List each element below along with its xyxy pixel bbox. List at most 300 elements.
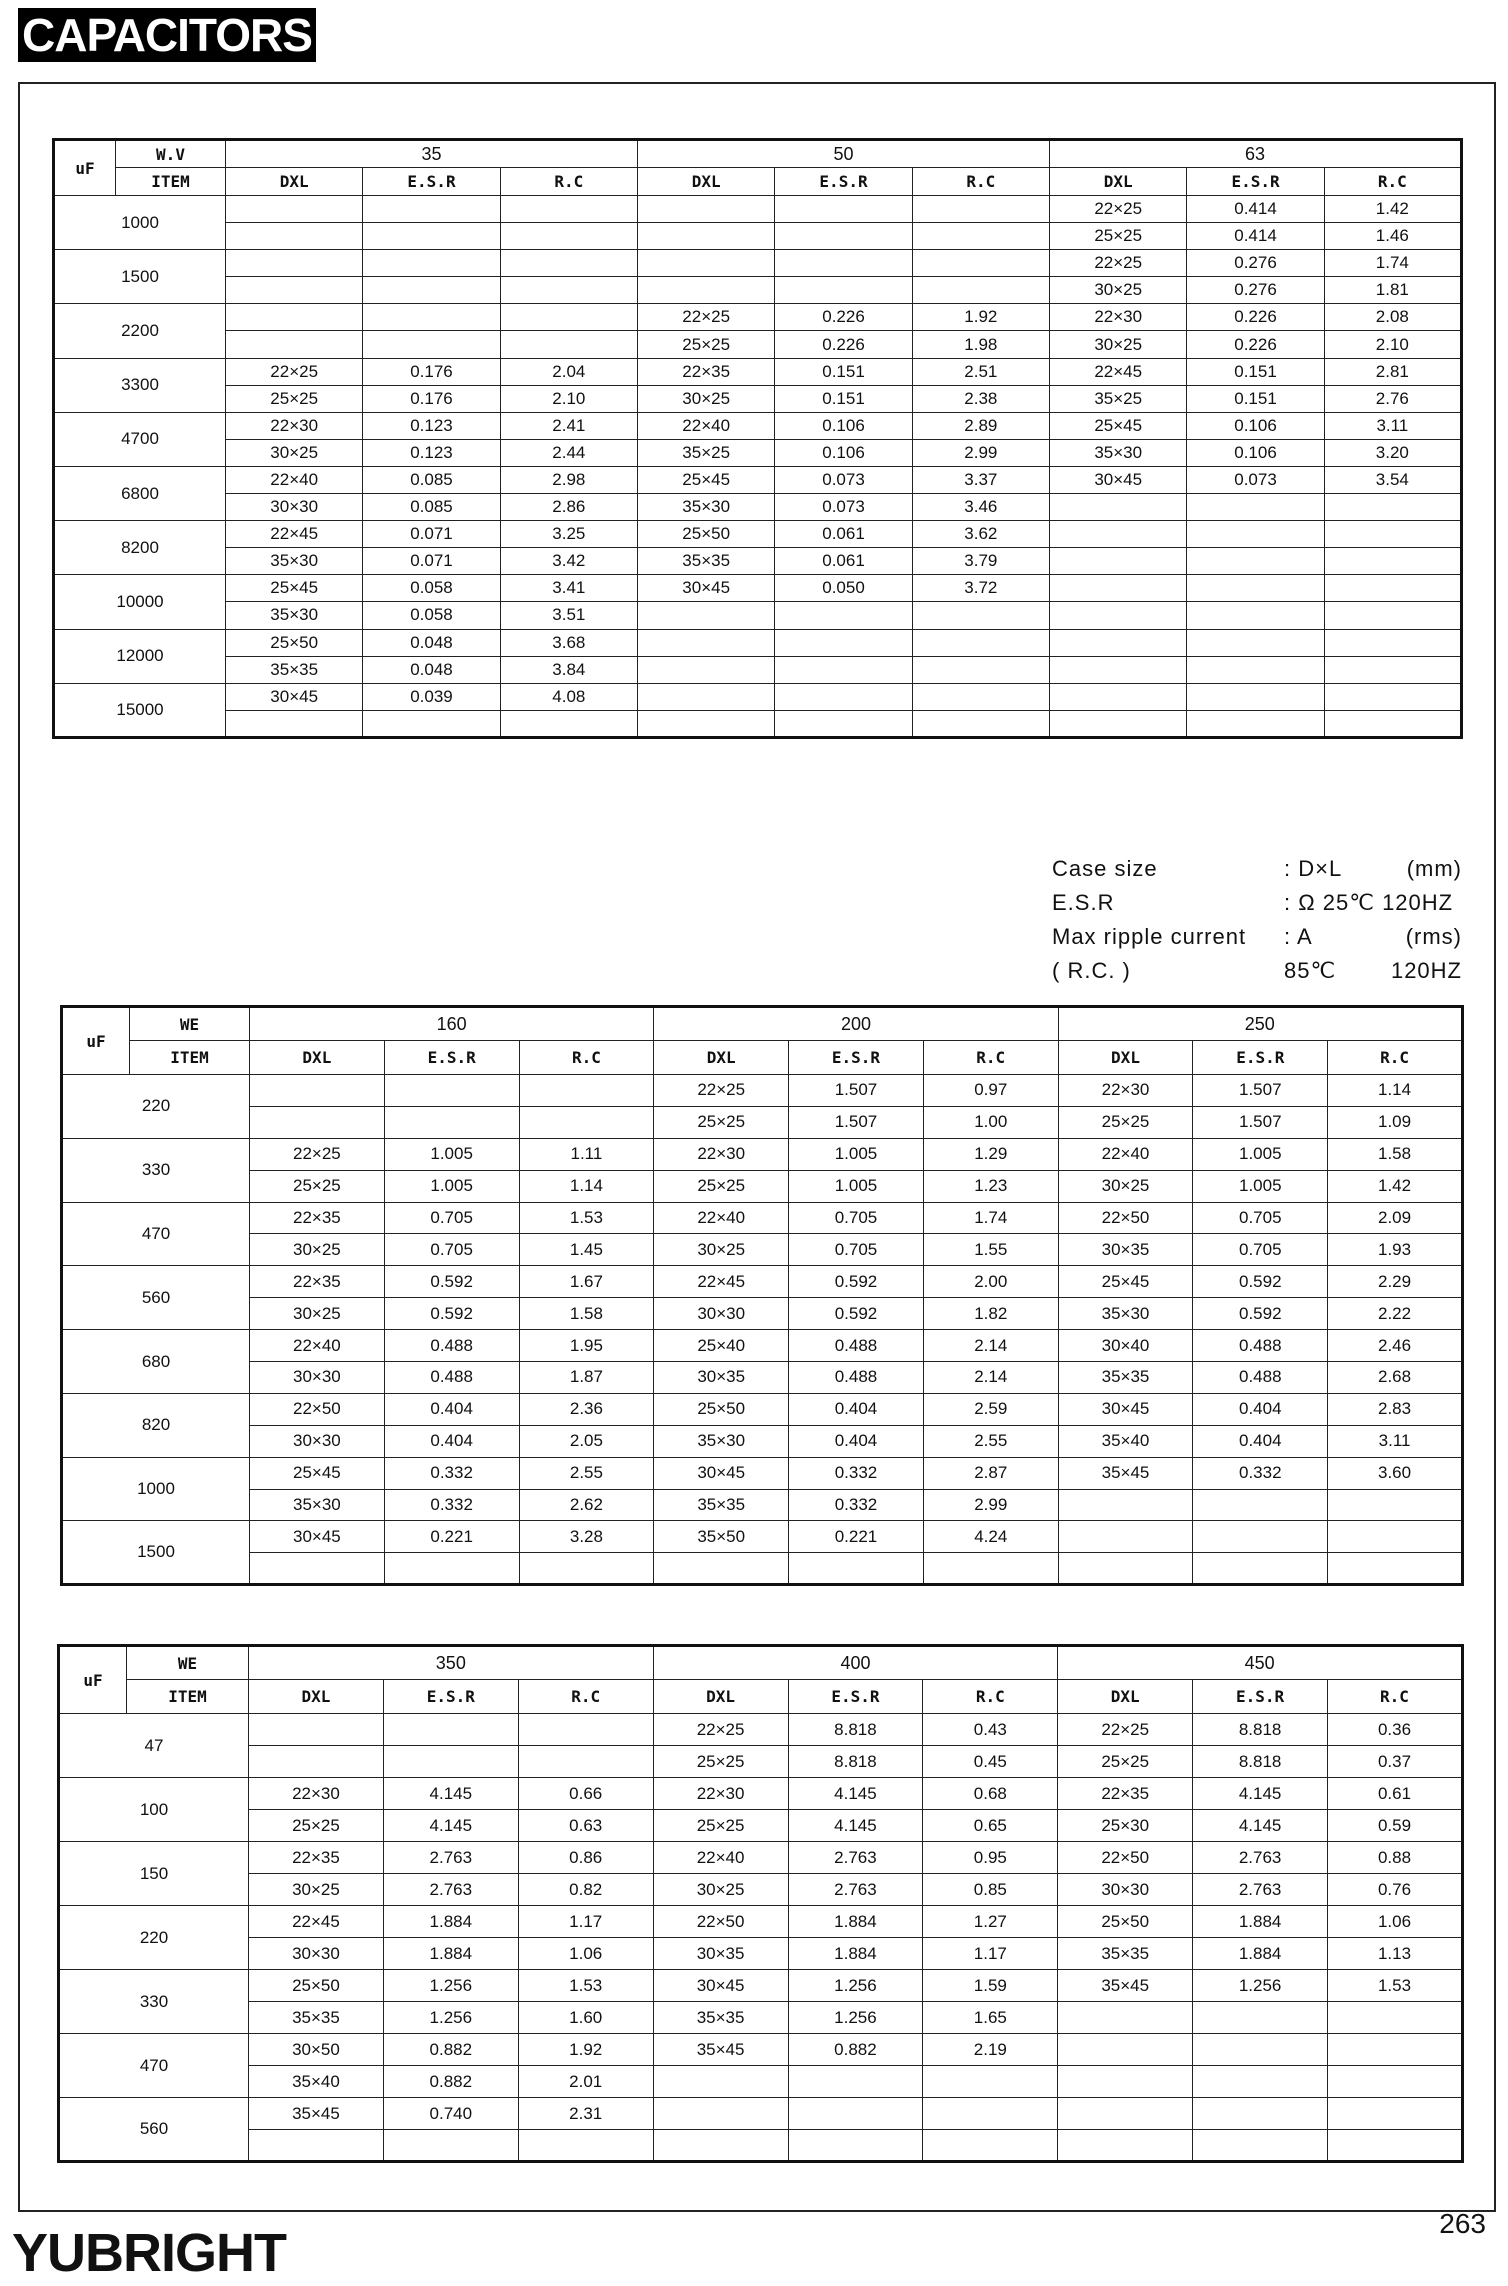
value-cell	[1050, 602, 1187, 629]
value-cell: 0.071	[363, 521, 500, 548]
capacitance-cell: 220	[59, 1906, 249, 1970]
value-cell	[638, 683, 775, 710]
capacitance-cell: 1000	[62, 1457, 250, 1521]
value-cell	[519, 1553, 654, 1585]
value-cell: 3.68	[500, 629, 637, 656]
value-cell: 25×25	[1050, 223, 1187, 250]
value-cell: 2.51	[912, 358, 1049, 385]
value-cell	[249, 1714, 384, 1746]
value-cell: 22×40	[653, 1842, 788, 1874]
uf-header: uF	[59, 1646, 127, 1714]
value-cell	[1058, 2098, 1193, 2130]
value-cell: 2.68	[1328, 1362, 1463, 1394]
value-cell: 3.46	[912, 494, 1049, 521]
value-cell: 1.46	[1324, 223, 1461, 250]
column-header: DXL	[1058, 1041, 1193, 1075]
value-cell	[1058, 2034, 1193, 2066]
value-cell	[923, 2098, 1058, 2130]
value-cell: 35×35	[1058, 1362, 1193, 1394]
value-cell: 1.17	[518, 1906, 653, 1938]
value-cell: 0.123	[363, 412, 500, 439]
value-cell: 0.740	[383, 2098, 518, 2130]
capacitance-cell: 8200	[54, 521, 226, 575]
value-cell	[1187, 521, 1324, 548]
value-cell: 1.29	[923, 1138, 1058, 1170]
value-cell: 4.145	[1193, 1778, 1328, 1810]
value-cell: 0.45	[923, 1746, 1058, 1778]
value-cell: 3.62	[912, 521, 1049, 548]
value-cell	[1058, 1553, 1193, 1585]
capacitance-cell: 150	[59, 1842, 249, 1906]
value-cell: 3.11	[1324, 412, 1461, 439]
value-cell	[912, 602, 1049, 629]
value-cell: 2.86	[500, 494, 637, 521]
value-cell: 0.37	[1328, 1746, 1463, 1778]
value-cell: 22×30	[653, 1778, 788, 1810]
value-cell: 2.59	[923, 1393, 1058, 1425]
value-cell	[1328, 1489, 1463, 1521]
value-cell	[384, 1106, 519, 1138]
value-cell: 1.507	[1193, 1106, 1328, 1138]
value-cell: 0.058	[363, 575, 500, 602]
value-cell: 30×45	[250, 1521, 385, 1553]
value-cell: 1.884	[788, 1906, 923, 1938]
value-cell: 0.705	[1193, 1202, 1328, 1234]
value-cell: 0.226	[1187, 331, 1324, 358]
value-cell	[923, 2066, 1058, 2098]
column-header: R.C	[923, 1680, 1058, 1714]
voltage-header: 50	[638, 140, 1050, 168]
value-cell: 30×30	[250, 1362, 385, 1394]
value-cell: 1.27	[923, 1906, 1058, 1938]
value-cell	[1324, 629, 1461, 656]
value-cell: 25×50	[638, 521, 775, 548]
value-cell	[363, 223, 500, 250]
value-cell: 1.005	[789, 1138, 924, 1170]
value-cell: 0.226	[775, 331, 912, 358]
table-row	[59, 1842, 1463, 1874]
value-cell	[1050, 629, 1187, 656]
value-cell: 30×25	[654, 1234, 789, 1266]
value-cell: 0.66	[518, 1778, 653, 1810]
value-cell: 0.86	[518, 1842, 653, 1874]
value-cell	[1328, 1553, 1463, 1585]
value-cell: 35×35	[654, 1489, 789, 1521]
value-cell: 0.705	[789, 1202, 924, 1234]
value-cell: 0.106	[775, 439, 912, 466]
brand-logo: YUBRIGHT	[12, 2223, 286, 2283]
value-cell: 35×45	[653, 2034, 788, 2066]
value-cell	[1193, 2002, 1328, 2034]
value-cell: 22×40	[638, 412, 775, 439]
value-cell: 30×25	[250, 1298, 385, 1330]
value-cell: 0.705	[384, 1202, 519, 1234]
value-cell	[912, 683, 1049, 710]
value-cell: 35×30	[250, 1489, 385, 1521]
value-cell: 1.884	[788, 1938, 923, 1970]
legend-unit: 120HZ	[1390, 958, 1462, 983]
value-cell	[226, 277, 363, 304]
units-legend	[1052, 852, 1462, 988]
table-row	[59, 1970, 1463, 2002]
value-cell	[1058, 2066, 1193, 2098]
value-cell: 4.24	[923, 1521, 1058, 1553]
value-cell: 0.68	[923, 1778, 1058, 1810]
value-cell: 22×45	[1050, 358, 1187, 385]
value-cell	[775, 196, 912, 223]
value-cell	[1324, 710, 1461, 737]
value-cell: 30×25	[249, 1874, 384, 1906]
table-row	[59, 1938, 1463, 1970]
value-cell: 1.67	[519, 1266, 654, 1298]
value-cell: 1.005	[384, 1170, 519, 1202]
value-cell: 35×30	[1050, 439, 1187, 466]
value-cell: 3.54	[1324, 466, 1461, 493]
value-cell: 30×25	[638, 385, 775, 412]
value-cell: 25×25	[653, 1746, 788, 1778]
value-cell: 35×45	[1058, 1457, 1193, 1489]
value-cell	[1050, 575, 1187, 602]
table-row	[54, 385, 1462, 412]
value-cell	[1328, 2098, 1463, 2130]
value-cell: 2.19	[923, 2034, 1058, 2066]
value-cell: 2.99	[923, 1489, 1058, 1521]
table-row	[54, 439, 1462, 466]
value-cell: 0.176	[363, 385, 500, 412]
value-cell: 1.13	[1328, 1938, 1463, 1970]
value-cell: 4.145	[383, 1810, 518, 1842]
table-row	[62, 1138, 1463, 1170]
item-label: ITEM	[130, 1041, 250, 1075]
value-cell: 0.76	[1328, 1874, 1463, 1906]
value-cell	[775, 683, 912, 710]
value-cell	[1187, 710, 1324, 737]
value-cell: 1.93	[1328, 1234, 1463, 1266]
value-cell: 1.55	[923, 1234, 1058, 1266]
value-cell: 25×50	[249, 1970, 384, 2002]
value-cell: 4.145	[383, 1778, 518, 1810]
value-cell	[1187, 548, 1324, 575]
value-cell	[519, 1106, 654, 1138]
value-cell: 1.87	[519, 1362, 654, 1394]
value-cell: 0.63	[518, 1810, 653, 1842]
value-cell: 22×50	[653, 1906, 788, 1938]
value-cell	[775, 602, 912, 629]
value-cell: 1.884	[1193, 1938, 1328, 1970]
value-cell: 2.44	[500, 439, 637, 466]
value-cell: 1.11	[519, 1138, 654, 1170]
value-cell: 1.06	[518, 1938, 653, 1970]
value-cell: 0.073	[1187, 466, 1324, 493]
value-cell	[518, 1746, 653, 1778]
value-cell	[363, 331, 500, 358]
value-cell: 30×45	[654, 1457, 789, 1489]
value-cell: 1.00	[923, 1106, 1058, 1138]
value-cell	[788, 2066, 923, 2098]
value-cell: 25×25	[250, 1170, 385, 1202]
value-cell: 0.276	[1187, 250, 1324, 277]
value-cell	[788, 2098, 923, 2130]
value-cell	[638, 629, 775, 656]
value-cell: 25×45	[1058, 1266, 1193, 1298]
value-cell: 25×45	[226, 575, 363, 602]
value-cell: 0.88	[1328, 1842, 1463, 1874]
value-cell	[500, 331, 637, 358]
voltage-header: 200	[654, 1007, 1058, 1041]
value-cell: 0.882	[383, 2066, 518, 2098]
value-cell: 30×35	[654, 1362, 789, 1394]
value-cell: 2.04	[500, 358, 637, 385]
value-cell: 35×40	[249, 2066, 384, 2098]
value-cell: 0.071	[363, 548, 500, 575]
item-label: ITEM	[116, 168, 226, 196]
page-title: CAPACITORS	[18, 8, 316, 62]
value-cell: 4.145	[788, 1778, 923, 1810]
value-cell	[1328, 2130, 1463, 2162]
value-cell: 0.226	[775, 304, 912, 331]
value-cell: 0.151	[1187, 358, 1324, 385]
value-cell: 0.882	[383, 2034, 518, 2066]
value-cell	[226, 250, 363, 277]
value-cell: 22×35	[250, 1202, 385, 1234]
value-cell: 0.085	[363, 466, 500, 493]
value-cell	[1058, 1521, 1193, 1553]
value-cell: 1.45	[519, 1234, 654, 1266]
value-cell: 0.332	[789, 1489, 924, 1521]
value-cell: 0.276	[1187, 277, 1324, 304]
value-cell	[226, 331, 363, 358]
value-cell	[226, 223, 363, 250]
value-cell: 0.43	[923, 1714, 1058, 1746]
value-cell: 0.226	[1187, 304, 1324, 331]
table-row	[62, 1362, 1463, 1394]
value-cell	[1050, 683, 1187, 710]
value-cell: 0.151	[775, 385, 912, 412]
value-cell: 3.42	[500, 548, 637, 575]
value-cell	[226, 196, 363, 223]
table-row	[62, 1521, 1463, 1553]
legend-value: : A	[1284, 924, 1313, 949]
page-number: 263	[1439, 2208, 1486, 2239]
value-cell: 0.048	[363, 656, 500, 683]
table-row	[59, 1714, 1463, 1746]
column-header: R.C	[1328, 1680, 1463, 1714]
column-header: E.S.R	[1187, 168, 1324, 196]
value-cell: 0.592	[789, 1266, 924, 1298]
value-cell: 1.884	[383, 1906, 518, 1938]
value-cell: 0.332	[789, 1457, 924, 1489]
value-cell: 8.818	[788, 1746, 923, 1778]
column-header: E.S.R	[1193, 1680, 1328, 1714]
value-cell	[912, 250, 1049, 277]
value-cell	[500, 223, 637, 250]
value-cell: 22×35	[638, 358, 775, 385]
value-cell: 0.488	[789, 1330, 924, 1362]
table-row	[54, 250, 1462, 277]
value-cell: 22×30	[1050, 304, 1187, 331]
value-cell: 25×45	[1050, 412, 1187, 439]
value-cell: 3.51	[500, 602, 637, 629]
value-cell	[653, 2130, 788, 2162]
voltage-header: 250	[1058, 1007, 1462, 1041]
capacitance-cell: 330	[59, 1970, 249, 2034]
value-cell: 25×30	[1058, 1810, 1193, 1842]
value-cell: 0.176	[363, 358, 500, 385]
value-cell: 2.55	[519, 1457, 654, 1489]
value-cell: 1.256	[1193, 1970, 1328, 2002]
value-cell: 0.061	[775, 548, 912, 575]
value-cell: 3.28	[519, 1521, 654, 1553]
value-cell: 1.74	[1324, 250, 1461, 277]
value-cell: 30×25	[250, 1234, 385, 1266]
value-cell	[638, 196, 775, 223]
value-cell	[500, 710, 637, 737]
value-cell	[384, 1553, 519, 1585]
table-row	[59, 2098, 1463, 2130]
value-cell: 22×30	[249, 1778, 384, 1810]
value-cell	[1328, 1521, 1463, 1553]
capacitance-cell: 100	[59, 1778, 249, 1842]
value-cell: 0.221	[789, 1521, 924, 1553]
value-cell: 0.65	[923, 1810, 1058, 1842]
column-header: DXL	[249, 1680, 384, 1714]
table-row	[54, 331, 1462, 358]
capacitance-cell: 560	[62, 1266, 250, 1330]
value-cell: 30×45	[1050, 466, 1187, 493]
value-cell: 2.14	[923, 1362, 1058, 1394]
value-cell: 1.17	[923, 1938, 1058, 1970]
column-header: R.C	[1328, 1041, 1463, 1075]
legend-row	[1052, 852, 1462, 886]
value-cell: 0.332	[1193, 1457, 1328, 1489]
value-cell	[500, 304, 637, 331]
value-cell	[1193, 2098, 1328, 2130]
capacitance-cell: 10000	[54, 575, 226, 629]
value-cell: 0.488	[789, 1362, 924, 1394]
column-header: R.C	[912, 168, 1049, 196]
value-cell: 4.145	[1193, 1810, 1328, 1842]
table-row	[54, 683, 1462, 710]
table-row	[62, 1202, 1463, 1234]
value-cell: 0.488	[384, 1330, 519, 1362]
value-cell: 1.884	[383, 1938, 518, 1970]
value-cell: 30×30	[249, 1938, 384, 1970]
value-cell: 1.74	[923, 1202, 1058, 1234]
value-cell: 1.14	[519, 1170, 654, 1202]
value-cell: 1.92	[912, 304, 1049, 331]
value-cell: 3.84	[500, 656, 637, 683]
value-cell: 8.818	[788, 1714, 923, 1746]
value-cell: 0.039	[363, 683, 500, 710]
value-cell	[1193, 1521, 1328, 1553]
column-header: E.S.R	[384, 1041, 519, 1075]
legend-row	[1052, 920, 1462, 954]
value-cell: 2.763	[1193, 1874, 1328, 1906]
capacitance-cell: 220	[62, 1075, 250, 1139]
value-cell: 25×25	[249, 1810, 384, 1842]
value-cell: 1.53	[518, 1970, 653, 2002]
value-cell	[1050, 494, 1187, 521]
value-cell: 22×25	[654, 1075, 789, 1107]
value-cell: 22×40	[250, 1330, 385, 1362]
legend-value: : Ω 25℃ 120HZ	[1284, 890, 1454, 915]
column-header: DXL	[653, 1680, 788, 1714]
table-row	[54, 629, 1462, 656]
value-cell	[250, 1553, 385, 1585]
value-cell: 30×30	[250, 1425, 385, 1457]
value-cell: 22×35	[250, 1266, 385, 1298]
capacitance-cell: 4700	[54, 412, 226, 466]
value-cell: 3.20	[1324, 439, 1461, 466]
value-cell	[363, 196, 500, 223]
column-header: E.S.R	[363, 168, 500, 196]
uf-header: uF	[54, 140, 116, 196]
value-cell: 1.507	[789, 1106, 924, 1138]
value-cell: 25×50	[654, 1393, 789, 1425]
value-cell	[1187, 629, 1324, 656]
value-cell: 30×45	[1058, 1393, 1193, 1425]
value-cell: 1.005	[384, 1138, 519, 1170]
capacitance-cell: 470	[59, 2034, 249, 2098]
value-cell	[363, 277, 500, 304]
value-cell: 35×35	[653, 2002, 788, 2034]
value-cell: 1.59	[923, 1970, 1058, 2002]
legend-key: Max ripple current	[1052, 924, 1247, 949]
value-cell: 2.38	[912, 385, 1049, 412]
value-cell: 0.82	[518, 1874, 653, 1906]
value-cell: 30×25	[1050, 331, 1187, 358]
table-row	[62, 1266, 1463, 1298]
column-header: DXL	[250, 1041, 385, 1075]
value-cell	[775, 250, 912, 277]
value-cell	[638, 656, 775, 683]
legend-unit: (mm)	[1406, 856, 1462, 881]
value-cell	[1324, 602, 1461, 629]
value-cell	[1328, 2066, 1463, 2098]
value-cell	[1193, 2130, 1328, 2162]
value-cell	[775, 277, 912, 304]
value-cell	[1324, 521, 1461, 548]
column-header: DXL	[1058, 1680, 1193, 1714]
value-cell: 35×45	[249, 2098, 384, 2130]
value-cell	[249, 2130, 384, 2162]
value-cell	[1328, 2034, 1463, 2066]
value-cell: 2.55	[923, 1425, 1058, 1457]
value-cell: 0.073	[775, 494, 912, 521]
value-cell: 0.123	[363, 439, 500, 466]
value-cell: 1.53	[1328, 1970, 1463, 2002]
value-cell: 35×45	[1058, 1970, 1193, 2002]
value-cell: 0.404	[384, 1393, 519, 1425]
capacitance-cell: 1500	[62, 1521, 250, 1585]
table-row	[62, 1075, 1463, 1107]
table-row	[62, 1425, 1463, 1457]
value-cell: 25×25	[654, 1170, 789, 1202]
value-cell: 22×35	[249, 1842, 384, 1874]
value-cell	[226, 710, 363, 737]
voltage-header: 350	[249, 1646, 654, 1680]
value-cell: 30×30	[654, 1298, 789, 1330]
capacitance-cell: 12000	[54, 629, 226, 683]
value-cell: 0.59	[1328, 1810, 1463, 1842]
value-cell: 22×25	[226, 358, 363, 385]
value-cell	[1324, 548, 1461, 575]
table-row	[59, 1746, 1463, 1778]
value-cell	[1324, 656, 1461, 683]
value-cell: 22×45	[249, 1906, 384, 1938]
value-cell: 22×50	[250, 1393, 385, 1425]
value-cell: 30×35	[653, 1938, 788, 1970]
